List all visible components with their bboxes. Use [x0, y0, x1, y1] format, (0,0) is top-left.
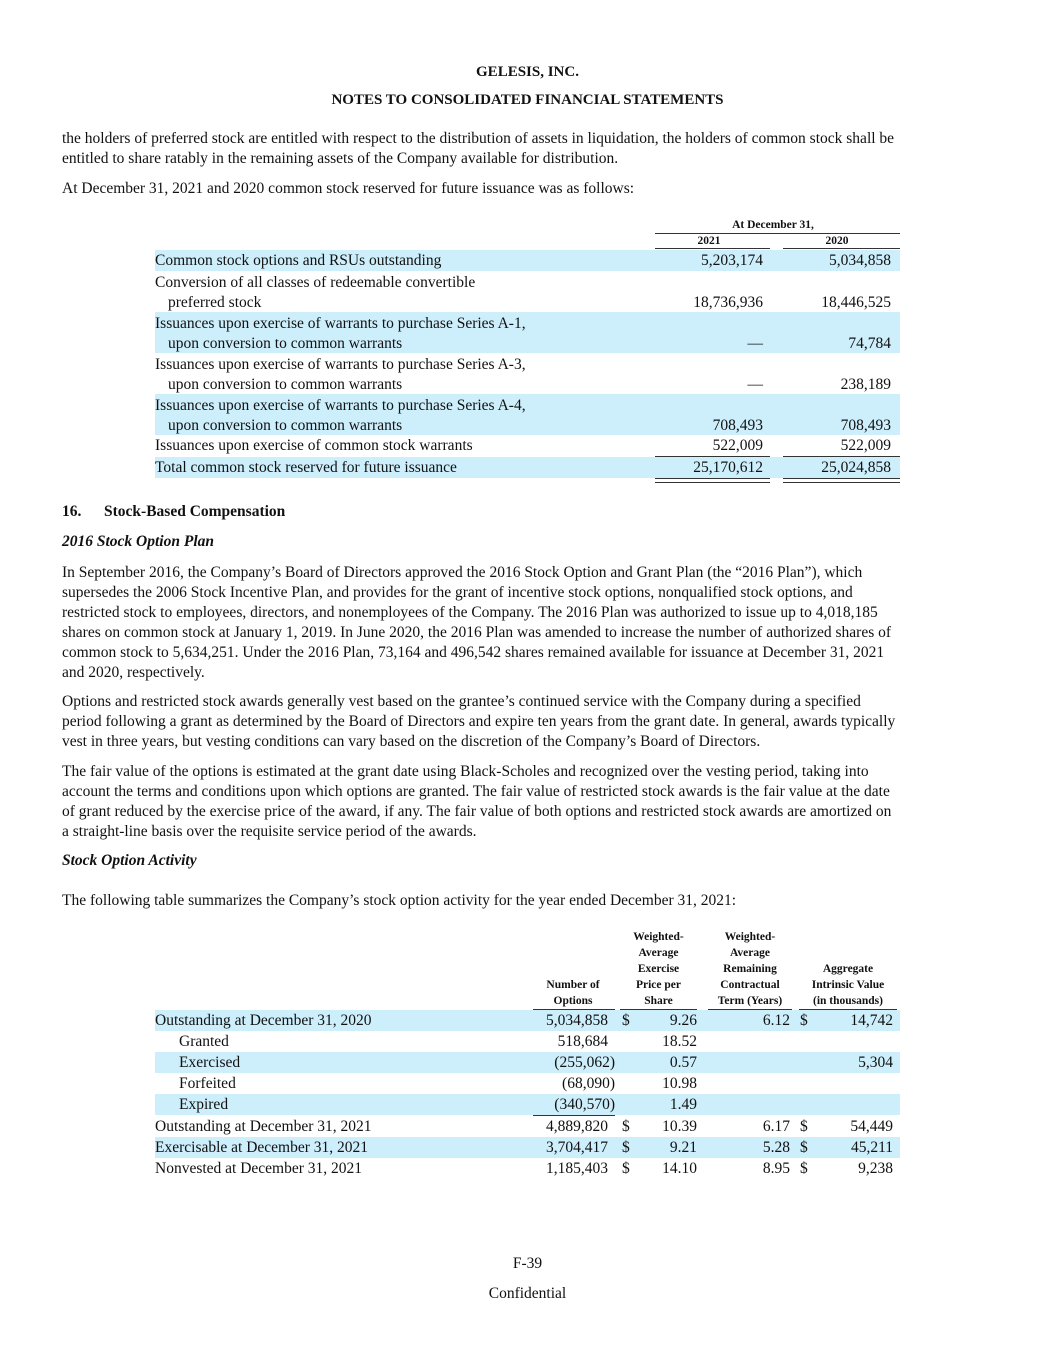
header-line: Share: [644, 995, 673, 1007]
currency-symbol: $: [622, 1118, 630, 1135]
currency-symbol: $: [800, 1012, 808, 1029]
paragraph-line: common stock to 5,634,251. Under the 2016 Plan, 73,164 and 496,542 shares remained available for issuance at December 31, 2021: [62, 644, 885, 661]
value-2021: 708,493: [712, 417, 763, 434]
row-label-continued: upon conversion to common warrants: [168, 335, 403, 352]
exercise-price: 0.57: [669, 1054, 697, 1071]
header-intrinsic-value: [799, 961, 897, 1009]
intrinsic-value: 9,238: [858, 1160, 893, 1177]
header-number-of-options: [533, 977, 613, 1009]
value-2020: 5,034,858: [829, 252, 891, 269]
activity-intro: The following table summarizes the Company’s stock option activity for the year ended December 31, 2021:: [62, 892, 737, 909]
row-label-continued: preferred stock: [168, 294, 262, 311]
table-row: [155, 1158, 900, 1179]
company-name: GELESIS, INC.: [476, 64, 579, 80]
value-2021: —: [747, 376, 763, 393]
reserved-intro: At December 31, 2021 and 2020 common stock reserved for future issuance was as follows:: [62, 180, 635, 197]
intrinsic-value: 5,304: [858, 1054, 893, 1071]
value-2020: 74,784: [848, 335, 891, 352]
contractual-term: 6.17: [762, 1118, 790, 1135]
confidential-label: Confidential: [488, 1285, 567, 1302]
currency-symbol: $: [800, 1160, 808, 1177]
paragraph-line: restricted stock to employees, directors, and nonemployees of the Company. The 2016 Plan was authorized to issue up to 4,018,185: [62, 604, 878, 621]
row-label: Issuances upon exercise of warrants to purchase Series A-4,: [155, 397, 526, 414]
paragraph-line: supersedes the 2006 Stock Incentive Plan, and provides for the grant of incentive stock options, nonqualified stock options, and: [62, 584, 853, 601]
currency-symbol: $: [800, 1118, 808, 1135]
row-label: Nonvested at December 31, 2021: [155, 1160, 363, 1177]
row-label: Total common stock reserved for future issuance: [155, 459, 457, 476]
table-row-total: [155, 457, 900, 478]
paragraph-line: a straight-line basis over the requisite service period of the awards.: [62, 823, 477, 840]
value-2021: 522,009: [712, 437, 763, 454]
divider: [783, 248, 900, 249]
header-line: Remaining: [723, 963, 777, 975]
row-label: Forfeited: [179, 1075, 236, 1092]
exercise-price: 9.21: [669, 1139, 697, 1156]
value-2020: 18,446,525: [821, 294, 891, 311]
paragraph-line: of grant reduced by the exercise price of the award, if any. The fair value of both options and restricted stock awards are amortized on: [62, 803, 892, 820]
row-label: Outstanding at December 31, 2021: [155, 1118, 372, 1135]
value-2020: 522,009: [840, 437, 891, 454]
header-line: Weighted-: [724, 931, 776, 943]
paragraph-line: shares on common stock at January 1, 2019. In June 2020, the 2016 Plan was amended to increase the number of authorized shares of: [62, 624, 892, 641]
row-label: Exercised: [179, 1054, 241, 1071]
paragraph-line: account the terms and conditions upon which options are granted. The fair value of restricted stock awards is the fair value at the date: [62, 783, 890, 800]
currency-symbol: $: [622, 1012, 630, 1029]
table-row: [155, 271, 900, 312]
exercise-price: 18.52: [662, 1033, 697, 1050]
row-label: Outstanding at December 31, 2020: [155, 1012, 372, 1029]
row-label: Issuances upon exercise of warrants to purchase Series A-3,: [155, 356, 526, 373]
exercise-price: 14.10: [662, 1160, 697, 1177]
table-row: [155, 312, 900, 353]
options-count: 5,034,858: [546, 1012, 608, 1029]
options-count: (340,570): [554, 1096, 615, 1113]
header-line: Intrinsic Value: [811, 979, 885, 991]
currency-symbol: $: [800, 1139, 808, 1156]
paragraph-line: period following a grant as determined by the Board of Directors and expire ten years from the grant date. In general, awards typically: [62, 713, 896, 730]
period-header: At December 31,: [732, 219, 814, 231]
paragraph-line: vest in three years, but vesting conditions can vary based on the discretion of the Company’s Board of Directors.: [62, 733, 761, 750]
vesting-paragraph: [62, 692, 997, 752]
header-line: Exercise: [637, 963, 680, 975]
option-activity-table: [155, 929, 900, 1185]
activity-heading: Stock Option Activity: [62, 852, 197, 869]
table-row: [155, 1116, 900, 1137]
table-row: [155, 1052, 900, 1073]
header-line: (in thousands): [813, 995, 883, 1007]
header-line: Average: [729, 947, 770, 959]
value-2021: 18,736,936: [693, 294, 763, 311]
value-2021: —: [747, 335, 763, 352]
contractual-term: 8.95: [762, 1160, 790, 1177]
intrinsic-value: 14,742: [850, 1012, 893, 1029]
currency-symbol: $: [622, 1139, 630, 1156]
header-line: Options: [553, 995, 593, 1007]
table-row: [155, 435, 900, 456]
contractual-term: 6.12: [762, 1012, 790, 1029]
row-label: Conversion of all classes of redeemable convertible: [155, 274, 476, 291]
row-label: Issuances upon exercise of common stock warrants: [155, 437, 473, 454]
intrinsic-value: 54,449: [850, 1118, 893, 1135]
fair-value-paragraph: [62, 762, 997, 842]
section-number: 16.: [62, 503, 82, 520]
continuation-paragraph: [62, 129, 997, 169]
page-number: F-39: [512, 1255, 543, 1272]
currency-symbol: $: [622, 1160, 630, 1177]
header-line: Aggregate: [822, 963, 874, 975]
header-line: Weighted-: [633, 931, 684, 943]
contractual-term: 5.28: [762, 1139, 790, 1156]
exercise-price: 9.26: [669, 1012, 697, 1029]
options-count: 3,704,417: [546, 1139, 608, 1156]
table-row: [155, 1031, 900, 1052]
row-label: Issuances upon exercise of warrants to purchase Series A-1,: [155, 315, 526, 332]
header-line: Term (Years): [717, 995, 783, 1007]
value-2021: 5,203,174: [701, 252, 763, 269]
header-line: Average: [638, 947, 679, 959]
row-label-continued: upon conversion to common warrants: [168, 376, 403, 393]
table-row: [155, 1010, 900, 1031]
value-2020: 238,189: [840, 376, 891, 393]
table-row: [155, 250, 900, 271]
paragraph-line: In September 2016, the Company’s Board of Directors approved the 2016 Stock Option and Grant Plan (the “2016 Plan”), which: [62, 564, 863, 581]
paragraph-line: Options and restricted stock awards generally vest based on the grantee’s continued service with the Company during a specified: [62, 693, 861, 710]
value-2021: 25,170,612: [693, 459, 763, 476]
options-count: (255,062): [554, 1054, 615, 1071]
year-header-2020: 2020: [825, 235, 849, 247]
exercise-price: 10.98: [662, 1075, 697, 1092]
double-underline: [783, 478, 900, 483]
header-line: Contractual: [720, 979, 780, 991]
header-contractual-term: [708, 929, 792, 1009]
reserved-stock-table: [155, 216, 900, 481]
plan-heading: 2016 Stock Option Plan: [62, 533, 215, 550]
table-row: [155, 1094, 900, 1115]
options-count: 1,185,403: [546, 1160, 608, 1177]
paragraph-line: entitled to share ratably in the remaining assets of the Company available for distribution.: [62, 150, 619, 167]
divider: [655, 248, 770, 249]
section-heading: [62, 503, 285, 521]
row-label: Exercisable at December 31, 2021: [155, 1139, 369, 1156]
paragraph-line: and 2020, respectively.: [62, 664, 205, 681]
document-subtitle: NOTES TO CONSOLIDATED FINANCIAL STATEMENTS: [331, 92, 724, 108]
paragraph-line: The fair value of the options is estimated at the grant date using Black-Scholes and recognized over the vesting period, taking into: [62, 763, 869, 780]
table-row: [155, 1137, 900, 1158]
value-2020: 25,024,858: [821, 459, 891, 476]
row-label: Granted: [179, 1033, 229, 1050]
double-underline: [655, 478, 770, 483]
plan-paragraph: [62, 563, 997, 683]
row-label: Expired: [179, 1096, 229, 1113]
intrinsic-value: 45,211: [850, 1139, 893, 1156]
options-count: 4,889,820: [546, 1118, 608, 1135]
options-count: 518,684: [557, 1033, 608, 1050]
table-row: [155, 1073, 900, 1094]
exercise-price: 10.39: [662, 1118, 697, 1135]
value-2020: 708,493: [840, 417, 891, 434]
exercise-price: 1.49: [669, 1096, 697, 1113]
options-count: (68,090): [562, 1075, 615, 1092]
paragraph-line: the holders of preferred stock are entitled with respect to the distribution of assets in liquidation, the holders of common stock shall be: [62, 130, 895, 147]
section-title: Stock-Based Compensation: [104, 503, 286, 520]
header-line: Price per: [635, 979, 681, 991]
table-row: [155, 353, 900, 394]
header-line: Number of: [546, 979, 600, 991]
table-row: [155, 394, 900, 435]
header-exercise-price: [620, 929, 697, 1009]
row-label: Common stock options and RSUs outstanding: [155, 252, 442, 269]
year-header-2021: 2021: [697, 235, 721, 247]
row-label-continued: upon conversion to common warrants: [168, 417, 403, 434]
